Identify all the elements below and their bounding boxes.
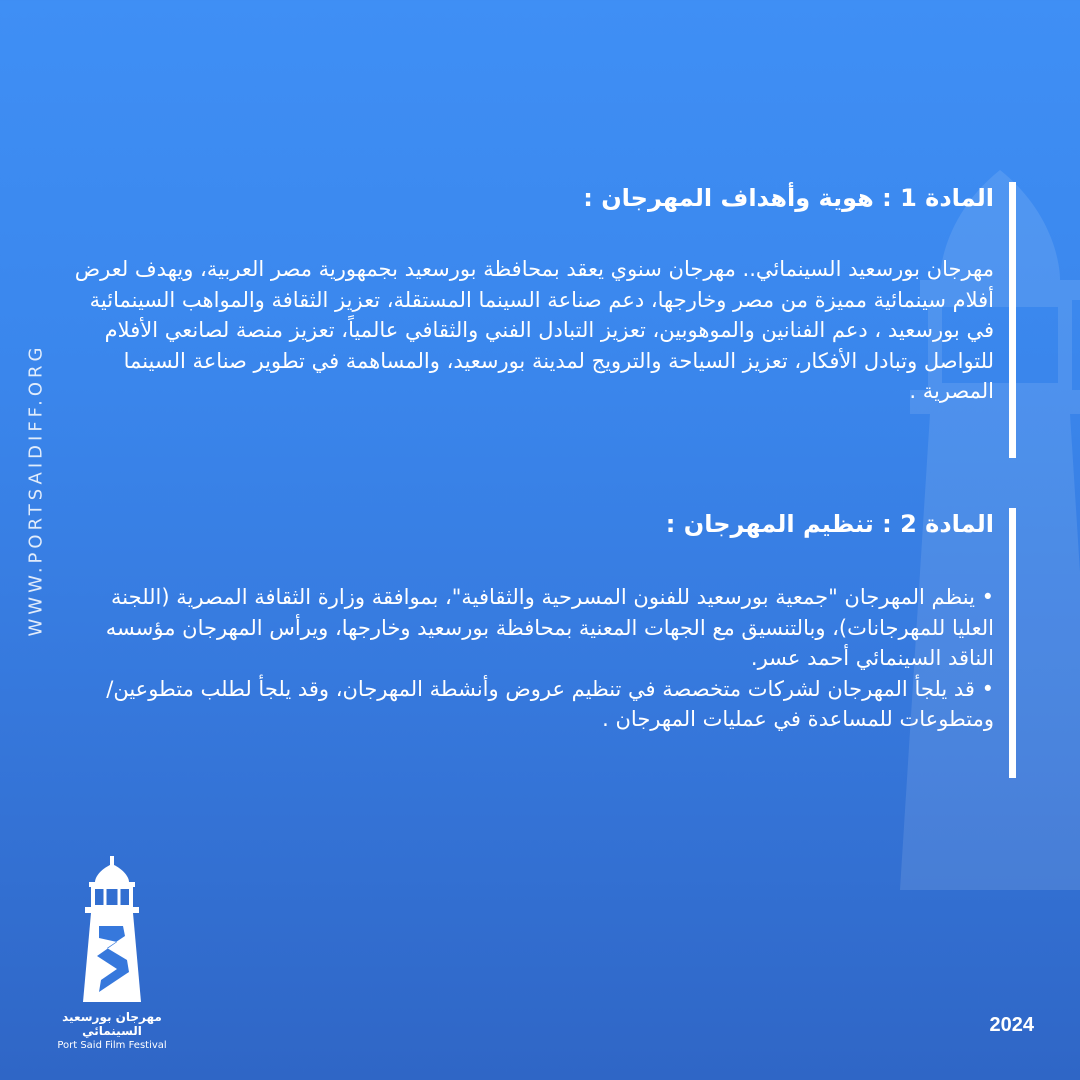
article-1-section <box>34 182 1016 458</box>
festival-logo <box>32 856 192 1056</box>
article-2-list <box>74 582 994 735</box>
logo-english-name: Port Said Film Festival <box>57 1040 167 1051</box>
lighthouse-logo-icon <box>77 856 147 1006</box>
article-2-bullet-1: • ينظم المهرجان "جمعية بورسعيد للفنون المسرحية والثقافية"، بموافقة وزارة الثقافة المصرية (اللجنة العليا للمهرجانات)، وبالتنسيق مع الجهات المعنية بمحافظة بورسعيد وخارجها، ويرأس المهرجان مؤسسه الناقد السينمائي أحمد عسر. <box>105 585 994 671</box>
website-url: WWW.PORTSAIDIFF.ORG <box>25 343 47 637</box>
article-2-heading: المادة 2 : تنظيم المهرجان : <box>665 510 994 538</box>
article-2-section <box>34 508 1016 778</box>
article-1-body: مهرجان بورسعيد السينمائي.. مهرجان سنوي يعقد بمحافظة بورسعيد بجمهورية مصر العربية، ويهدف لعرض أفلام سينمائية مميزة من مصر وخارجها، دعم صناعة السينما المستقلة، تعزيز الثقافة والمواهب السينمائية في بورسعيد ، دعم الفنانين والموهوبين، تعزيز التبادل الفني والثقافي عالمياً، تعزيز منصة لصانعي الأفلام للتواصل وتبادل الأفكار، تعزيز السياحة والترويج لمدينة بورسعيد، والمساهمة في تطوير صناعة السينما المصرية . <box>74 257 994 404</box>
article-1-heading: المادة 1 : هوية وأهداف المهرجان : <box>583 184 994 212</box>
article-2-bullet-2: • قد يلجأ المهرجان لشركات متخصصة في تنظيم عروض وأنشطة المهرجان، وقد يلجأ لطلب متطوعين/ومتطوعات للمساعدة في عمليات المهرجان . <box>106 676 994 732</box>
year-label: 2024 <box>989 1014 1034 1036</box>
logo-arabic-name: مهرجان بورسعيد السينمائي <box>62 1010 162 1038</box>
